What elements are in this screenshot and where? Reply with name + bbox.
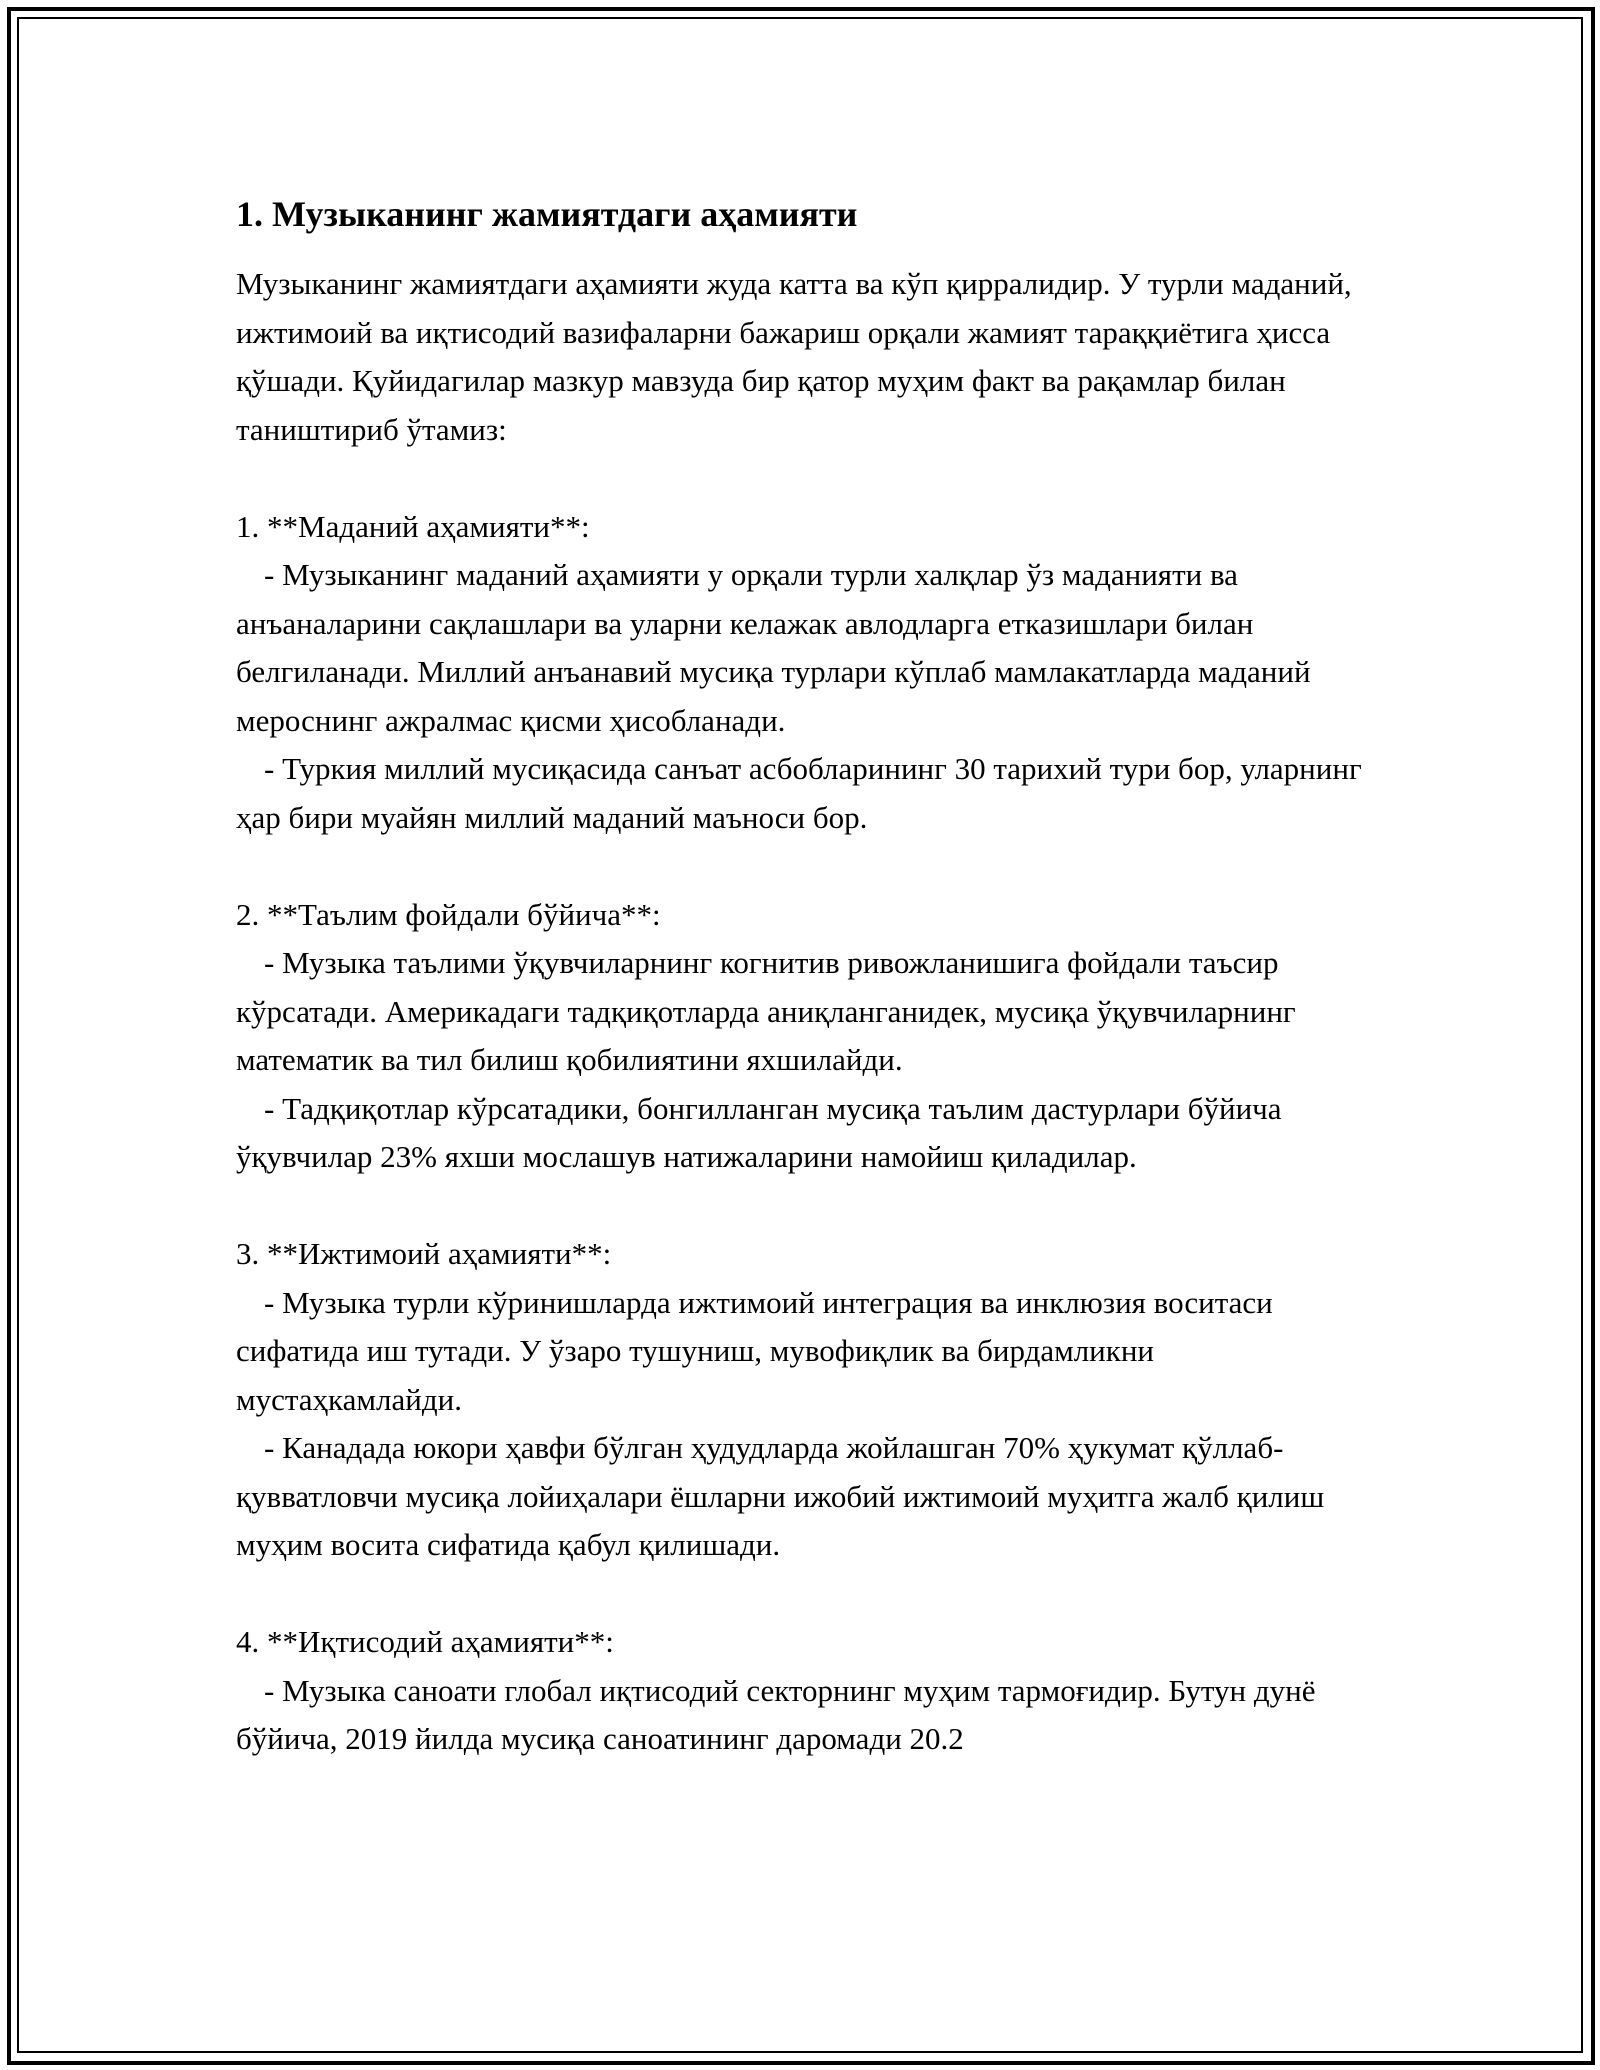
list-item: - Музыканинг маданий аҳамияти у орқали турли халқлар ўз маданияти ва анъаналарини сақлашлари ва уларни келажак авлодларга етказишлари билан белгиланади. Миллий анъанавий мусиқа турлари кўплаб мамлакатларда маданий мероснинг ажралмас қисми ҳисобланади. [236, 557, 1319, 738]
document-title: 1. Музыканинг жамиятдаги аҳамияти [236, 194, 858, 234]
section-heading: 1. **Маданий аҳамияти**: [236, 508, 590, 544]
list-item: - Музыка таълими ўқувчиларнинг когнитив ривожланишига фойдали таъсир кўрсатади. Америкадаги тадқиқотларда аниқланганидек, мусиқа ўқувчиларнинг математик ва тил билиш қобилиятини яхшилайди. [236, 945, 1304, 1077]
section-economic [236, 1618, 1386, 1764]
list-item: - Туркия миллий мусиқасида санъат асбобларининг 30 тарихий тури бор, уларнинг ҳар бири муайян миллий маданий маъноси бор. [236, 751, 1370, 835]
intro-paragraph: Музыканинг жамиятдаги аҳамияти жуда катта ва кўп қирралидир. У турли маданий, ижтимоий ва иқтисодий вазифаларни бажариш орқали жамият тараққиётига ҳисса қўшади. Қуйидагилар мазкур мавзуда бир қатор муҳим факт ва рақамлар билан таништириб ўтамиз: [236, 266, 1360, 447]
list-item: - Канадада юкори ҳавфи бўлган ҳудудларда жойлашган 70% ҳукумат қўллаб-қувватловчи мусиқа лойиҳалари ёшларни ижобий ижтимоий муҳитга жалб қилиш муҳим восита сифатида қабул қилишади. [236, 1430, 1332, 1562]
document-page [236, 190, 1386, 1764]
list-item: - Музыка саноати глобал иқтисодий секторнинг муҳим тармоғидир. Бутун дунё бўйича, 2019 йилда мусиқа саноатининг даромади 20.2 [236, 1672, 1324, 1756]
section-heading: 2. **Таълим фойдали бўйича**: [236, 896, 661, 932]
list-item: - Музыка турли кўринишларда ижтимоий интеграция ва инклюзия воситаси сифатида иш тутади. У ўзаро тушуниш, мувофиқлик ва бирдамликни мустаҳкамлайди. [236, 1284, 1281, 1417]
list-item: - Тадқиқотлар кўрсатадики, бонгилланган мусиқа таълим дастурлари бўйича ўқувчилар 23% яхши мослашув натижаларини намойиш қиладилар. [236, 1090, 1290, 1174]
section-cultural [236, 503, 1386, 843]
section-heading: 3. **Ижтимоий аҳамияти**: [236, 1236, 612, 1271]
section-social [236, 1230, 1386, 1570]
section-education [236, 891, 1386, 1182]
section-heading: 4. **Иқтисодий аҳамияти**: [236, 1624, 614, 1659]
